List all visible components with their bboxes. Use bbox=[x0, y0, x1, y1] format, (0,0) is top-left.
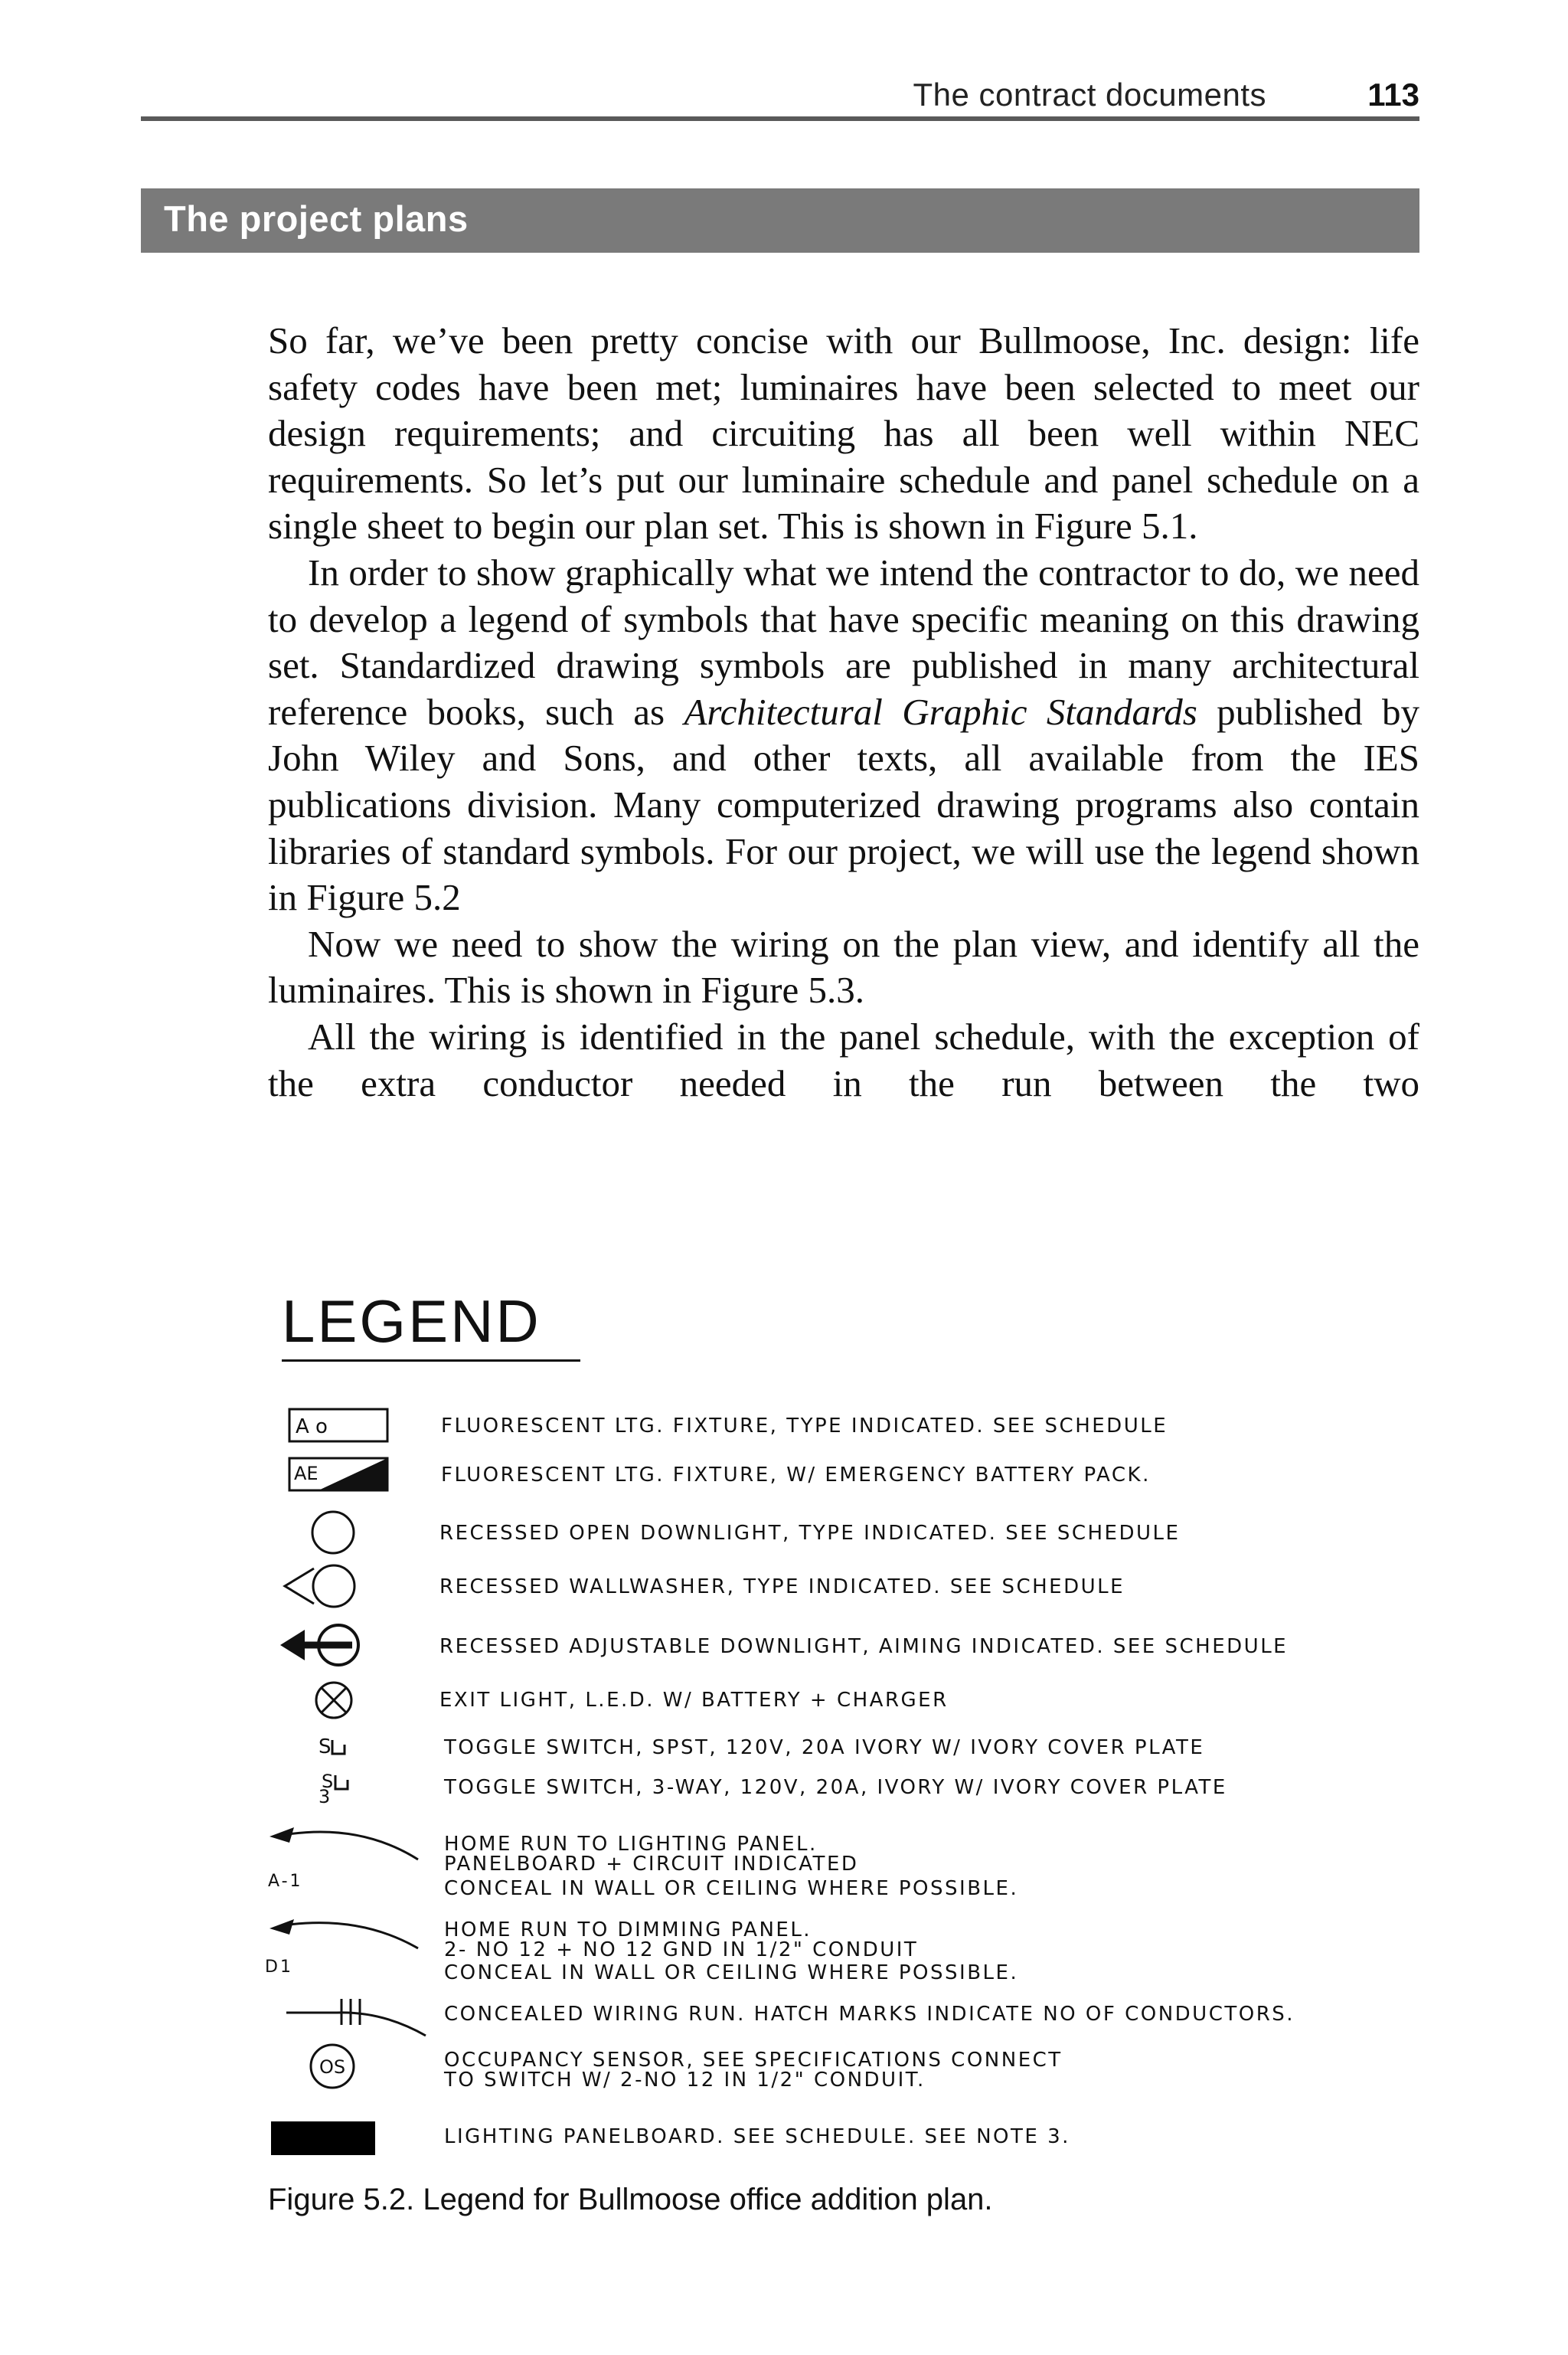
fluorescent-fixture-icon bbox=[288, 1408, 389, 1443]
legend-text-home-run-lighting-2: PANELBOARD + CIRCUIT INDICATED bbox=[444, 1853, 859, 1876]
concealed-wiring-icon bbox=[283, 1990, 429, 2039]
occupancy-sensor-icon bbox=[308, 2042, 357, 2091]
circuit-d1-label: D1 bbox=[265, 1958, 293, 1977]
fixture-a-tag: A o bbox=[296, 1415, 328, 1438]
legend-text-home-run-lighting-1: HOME RUN TO LIGHTING PANEL. bbox=[444, 1833, 818, 1856]
emergency-fixture-icon bbox=[288, 1457, 389, 1492]
legend-text-panelboard: LIGHTING PANELBOARD. SEE SCHEDULE. SEE NOTE 3. bbox=[444, 2125, 1070, 2148]
legend-text-exit-light: EXIT LIGHT, L.E.D. W/ BATTERY + CHARGER bbox=[439, 1689, 949, 1712]
toggle-switch-icon bbox=[318, 1731, 349, 1761]
legend-figure bbox=[260, 1287, 1455, 2160]
legend-text-downlight: RECESSED OPEN DOWNLIGHT, TYPE INDICATED. SEE SCHEDULE bbox=[439, 1522, 1181, 1545]
page-number: 113 bbox=[1367, 77, 1419, 113]
exit-light-icon bbox=[312, 1679, 355, 1722]
body-text bbox=[268, 318, 1419, 1107]
circuit-a1-label: A-1 bbox=[268, 1872, 303, 1891]
legend-text-emergency-fixture: FLUORESCENT LTG. FIXTURE, W/ EMERGENCY BATTERY PACK. bbox=[441, 1464, 1151, 1487]
panelboard-icon bbox=[271, 2121, 375, 2155]
section-heading-bar bbox=[141, 188, 1419, 253]
legend-text-concealed-wiring: CONCEALED WIRING RUN. HATCH MARKS INDICATE NO OF CONDUCTORS. bbox=[444, 2003, 1295, 2026]
legend-text-adjustable: RECESSED ADJUSTABLE DOWNLIGHT, AIMING INDICATED. SEE SCHEDULE bbox=[439, 1635, 1289, 1658]
legend-text-wallwasher: RECESSED WALLWASHER, TYPE INDICATED. SEE SCHEDULE bbox=[439, 1575, 1125, 1598]
running-title: The contract documents bbox=[913, 77, 1266, 113]
home-run-lighting-icon bbox=[268, 1823, 421, 1869]
switch-s-glyph: S bbox=[318, 1735, 332, 1758]
legend-text-fluorescent: FLUORESCENT LTG. FIXTURE, TYPE INDICATED. SEE SCHEDULE bbox=[441, 1415, 1168, 1438]
paragraph-2 bbox=[268, 550, 1419, 921]
header-rule bbox=[141, 116, 1419, 121]
sensor-os-tag: OS bbox=[318, 2056, 346, 2078]
running-head bbox=[141, 77, 1419, 115]
fixture-ae-tag: AE bbox=[294, 1463, 318, 1484]
legend-text-home-run-dimming-1: HOME RUN TO DIMMING PANEL. bbox=[444, 1918, 812, 1941]
section-title: The project plans bbox=[164, 198, 469, 239]
home-run-dimming-icon bbox=[268, 1915, 421, 1958]
legend-text-toggle-3way: TOGGLE SWITCH, 3-WAY, 120V, 20A, IVORY W/ IVORY COVER PLATE bbox=[444, 1776, 1227, 1799]
paragraph-3: Now we need to show the wiring on the plan view, and identify all the luminaires. This is shown in Figure 5.3. bbox=[268, 922, 1419, 1012]
paragraph-4: All the wiring is identified in the panel schedule, with the exception of the extra conductor needed in the run between the two bbox=[268, 1015, 1419, 1104]
legend-text-occupancy-sensor-2: TO SWITCH W/ 2-NO 12 IN 1/2" CONDUIT. bbox=[444, 2069, 926, 2092]
paragraph-1: So far, we’ve been pretty concise with our Bullmoose, Inc. design: life safety codes have been met; luminaires have been selected to meet our design requirements; and circuiting has all been well within NEC requirements. So let’s put our luminaire schedule and panel schedule on a single sheet to begin our plan set. This is shown in Figure 5.1. bbox=[268, 319, 1419, 548]
switch-3-glyph: 3 bbox=[318, 1786, 331, 1807]
paragraph-2-text-a: In order to show graphically what we intend the contractor to do, we need to develop a legend of symbols that have specific meaning on this drawing set. Standardized drawing symbols are published in many architectural reference books, such as bbox=[268, 551, 1419, 733]
paragraph-2-text-b: published by John Wiley and Sons, and other texts, all available from the IES publications division. Many computerized drawing programs also contain libraries of standard symbols. For our project, we will use the legend shown in Figure 5.2 bbox=[268, 690, 1420, 919]
switch-s-glyph-2: S bbox=[322, 1771, 334, 1792]
legend-text-home-run-lighting-3: CONCEAL IN WALL OR CEILING WHERE POSSIBLE. bbox=[444, 1877, 1019, 1900]
adjustable-downlight-icon bbox=[276, 1621, 368, 1670]
book-title: Architectural Graphic Standards bbox=[684, 690, 1197, 733]
legend-title-underline bbox=[282, 1359, 580, 1362]
legend-text-home-run-dimming-2: 2- NO 12 + NO 12 GND IN 1/2" CONDUIT bbox=[444, 1938, 919, 1961]
figure-caption: Figure 5.2. Legend for Bullmoose office addition plan. bbox=[268, 2183, 993, 2216]
legend-text-occupancy-sensor-1: OCCUPANCY SENSOR, SEE SPECIFICATIONS CONNECT bbox=[444, 2049, 1063, 2072]
legend-text-toggle-spst: TOGGLE SWITCH, SPST, 120V, 20A IVORY W/ IVORY COVER PLATE bbox=[444, 1736, 1205, 1759]
legend-title: LEGEND bbox=[282, 1287, 541, 1355]
downlight-icon bbox=[306, 1509, 360, 1556]
wallwasher-icon bbox=[280, 1562, 364, 1610]
three-way-switch-icon bbox=[318, 1771, 352, 1814]
legend-text-home-run-dimming-3: CONCEAL IN WALL OR CEILING WHERE POSSIBLE. bbox=[444, 1961, 1019, 1984]
